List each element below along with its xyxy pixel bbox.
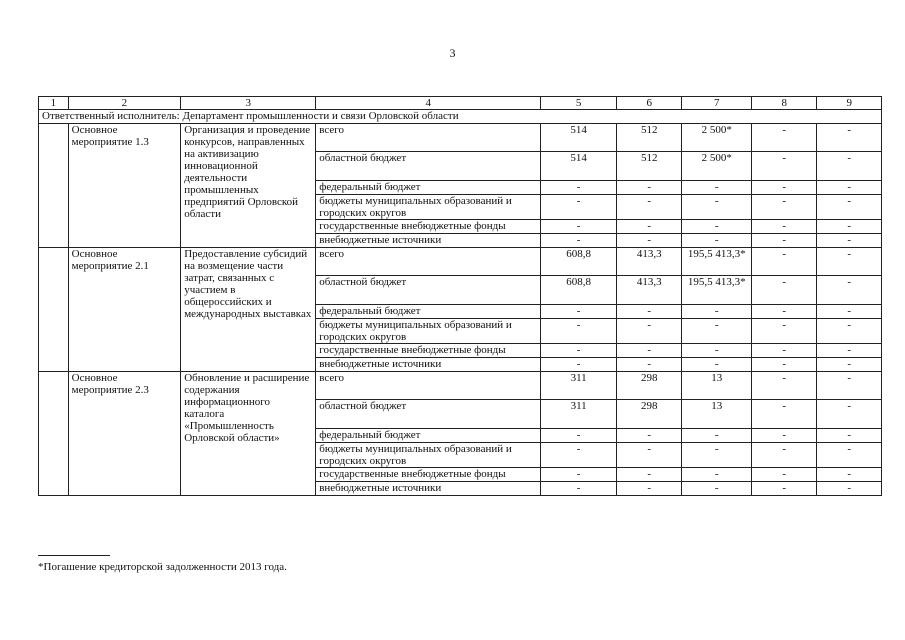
value-cell-c8: - (752, 358, 817, 372)
value-cell-c5: - (541, 443, 617, 468)
value-cell-c8: - (752, 400, 817, 429)
value-cell-c8: - (752, 276, 817, 305)
value-cell-c8: - (752, 319, 817, 344)
footnote: *Погашение кредиторской задолженности 2013 года. (38, 561, 287, 573)
funding-source: бюджеты муниципальных образований и городских округов (316, 443, 541, 468)
value-cell-c9: - (817, 248, 882, 276)
funding-source: внебюджетные источники (316, 482, 541, 496)
funding-source: всего (316, 372, 541, 400)
footnote-divider (38, 555, 110, 556)
value-cell-c8: - (752, 372, 817, 400)
value-cell-c5: - (541, 358, 617, 372)
value-cell-c5: - (541, 344, 617, 358)
event-description: Предоставление субсидий на возмещение части затрат, связанных с участием в общероссийских и международных выставках (181, 248, 316, 372)
value-cell-c9: - (817, 124, 882, 152)
value-cell-c9: - (817, 468, 882, 482)
value-cell-c7: - (682, 319, 752, 344)
value-cell-c6: - (616, 344, 681, 358)
funding-source: государственные внебюджетные фонды (316, 344, 541, 358)
funding-source: федеральный бюджет (316, 429, 541, 443)
value-cell-c5: - (541, 429, 617, 443)
value-cell-c6: - (616, 429, 681, 443)
funding-source: внебюджетные источники (316, 234, 541, 248)
value-cell-c9: - (817, 234, 882, 248)
value-cell-c7: 13 (682, 372, 752, 400)
value-cell-c8: - (752, 468, 817, 482)
value-cell-c6: - (616, 482, 681, 496)
value-cell-c8: - (752, 482, 817, 496)
event-description: Организация и проведение конкурсов, направленных на активизацию инновационной деятельности промышленных предприятий Орловской области (181, 124, 316, 248)
value-cell-c7: - (682, 443, 752, 468)
value-cell-c9: - (817, 220, 882, 234)
value-cell-c7: 13 (682, 400, 752, 429)
value-cell-c9: - (817, 372, 882, 400)
value-cell-c6: 298 (616, 372, 681, 400)
funding-source: бюджеты муниципальных образований и городских округов (316, 195, 541, 220)
value-cell-c5: - (541, 482, 617, 496)
value-cell-c9: - (817, 344, 882, 358)
value-cell-c5: 608,8 (541, 248, 617, 276)
value-cell-c7: 195,5 413,3* (682, 276, 752, 305)
funding-source: всего (316, 248, 541, 276)
value-cell-c6: - (616, 319, 681, 344)
value-cell-c5: - (541, 305, 617, 319)
event-name: Основное мероприятие 1.3 (68, 124, 181, 248)
row-number-cell (39, 124, 69, 248)
value-cell-c7: - (682, 468, 752, 482)
value-cell-c9: - (817, 181, 882, 195)
funding-source: государственные внебюджетные фонды (316, 468, 541, 482)
value-cell-c8: - (752, 344, 817, 358)
value-cell-c7: 2 500* (682, 124, 752, 152)
value-cell-c8: - (752, 234, 817, 248)
value-cell-c6: 512 (616, 124, 681, 152)
value-cell-c5: - (541, 234, 617, 248)
value-cell-c5: - (541, 319, 617, 344)
value-cell-c8: - (752, 429, 817, 443)
value-cell-c8: - (752, 124, 817, 152)
value-cell-c6: 413,3 (616, 248, 681, 276)
value-cell-c6: - (616, 443, 681, 468)
value-cell-c9: - (817, 358, 882, 372)
funding-source: внебюджетные источники (316, 358, 541, 372)
value-cell-c6: - (616, 220, 681, 234)
value-cell-c7: - (682, 344, 752, 358)
row-number-cell (39, 248, 69, 372)
value-cell-c5: 514 (541, 124, 617, 152)
value-cell-c7: 2 500* (682, 152, 752, 181)
executor-row (39, 110, 882, 124)
value-cell-c9: - (817, 482, 882, 496)
header-cell: 7 (682, 97, 752, 110)
table-body (39, 97, 882, 496)
row-number-cell (39, 372, 69, 496)
value-cell-c6: 413,3 (616, 276, 681, 305)
value-cell-c5: 514 (541, 152, 617, 181)
value-cell-c5: 311 (541, 400, 617, 429)
header-row (39, 97, 882, 110)
value-cell-c6: - (616, 234, 681, 248)
header-cell: 4 (316, 97, 541, 110)
value-cell-c7: - (682, 429, 752, 443)
responsible-executor: Ответственный исполнитель: Департамент промышленности и связи Орловской области (39, 110, 882, 124)
header-cell: 8 (752, 97, 817, 110)
value-cell-c7: - (682, 195, 752, 220)
header-cell: 1 (39, 97, 69, 110)
funding-source: областной бюджет (316, 400, 541, 429)
funding-source: бюджеты муниципальных образований и городских округов (316, 319, 541, 344)
value-cell-c6: - (616, 468, 681, 482)
value-cell-c6: - (616, 195, 681, 220)
header-cell: 2 (68, 97, 181, 110)
table-row (39, 372, 882, 400)
value-cell-c7: - (682, 220, 752, 234)
value-cell-c6: - (616, 358, 681, 372)
value-cell-c6: 512 (616, 152, 681, 181)
value-cell-c5: - (541, 195, 617, 220)
page-number: 3 (449, 46, 456, 60)
value-cell-c7: - (682, 234, 752, 248)
funding-source: областной бюджет (316, 276, 541, 305)
header-cell: 5 (541, 97, 617, 110)
funding-source: всего (316, 124, 541, 152)
value-cell-c5: - (541, 220, 617, 234)
funding-source: областной бюджет (316, 152, 541, 181)
value-cell-c7: - (682, 181, 752, 195)
value-cell-c6: - (616, 181, 681, 195)
value-cell-c5: - (541, 181, 617, 195)
value-cell-c7: - (682, 482, 752, 496)
value-cell-c9: - (817, 152, 882, 181)
value-cell-c7: 195,5 413,3* (682, 248, 752, 276)
value-cell-c8: - (752, 195, 817, 220)
budget-table (38, 96, 882, 496)
header-cell: 9 (817, 97, 882, 110)
header-cell: 6 (616, 97, 681, 110)
value-cell-c8: - (752, 181, 817, 195)
value-cell-c9: - (817, 443, 882, 468)
value-cell-c9: - (817, 305, 882, 319)
value-cell-c8: - (752, 248, 817, 276)
value-cell-c7: - (682, 358, 752, 372)
funding-source: федеральный бюджет (316, 305, 541, 319)
value-cell-c9: - (817, 319, 882, 344)
value-cell-c8: - (752, 152, 817, 181)
value-cell-c5: 608,8 (541, 276, 617, 305)
header-cell: 3 (181, 97, 316, 110)
table-row (39, 124, 882, 152)
value-cell-c5: - (541, 468, 617, 482)
event-description: Обновление и расширение содержания информационного каталога «Промышленность Орловской области» (181, 372, 316, 496)
event-name: Основное мероприятие 2.3 (68, 372, 181, 496)
funding-source: федеральный бюджет (316, 181, 541, 195)
funding-source: государственные внебюджетные фонды (316, 220, 541, 234)
value-cell-c6: 298 (616, 400, 681, 429)
value-cell-c8: - (752, 220, 817, 234)
value-cell-c9: - (817, 429, 882, 443)
value-cell-c9: - (817, 276, 882, 305)
value-cell-c5: 311 (541, 372, 617, 400)
value-cell-c8: - (752, 443, 817, 468)
value-cell-c6: - (616, 305, 681, 319)
value-cell-c8: - (752, 305, 817, 319)
event-name: Основное мероприятие 2.1 (68, 248, 181, 372)
value-cell-c9: - (817, 400, 882, 429)
value-cell-c7: - (682, 305, 752, 319)
table-row (39, 248, 882, 276)
value-cell-c9: - (817, 195, 882, 220)
